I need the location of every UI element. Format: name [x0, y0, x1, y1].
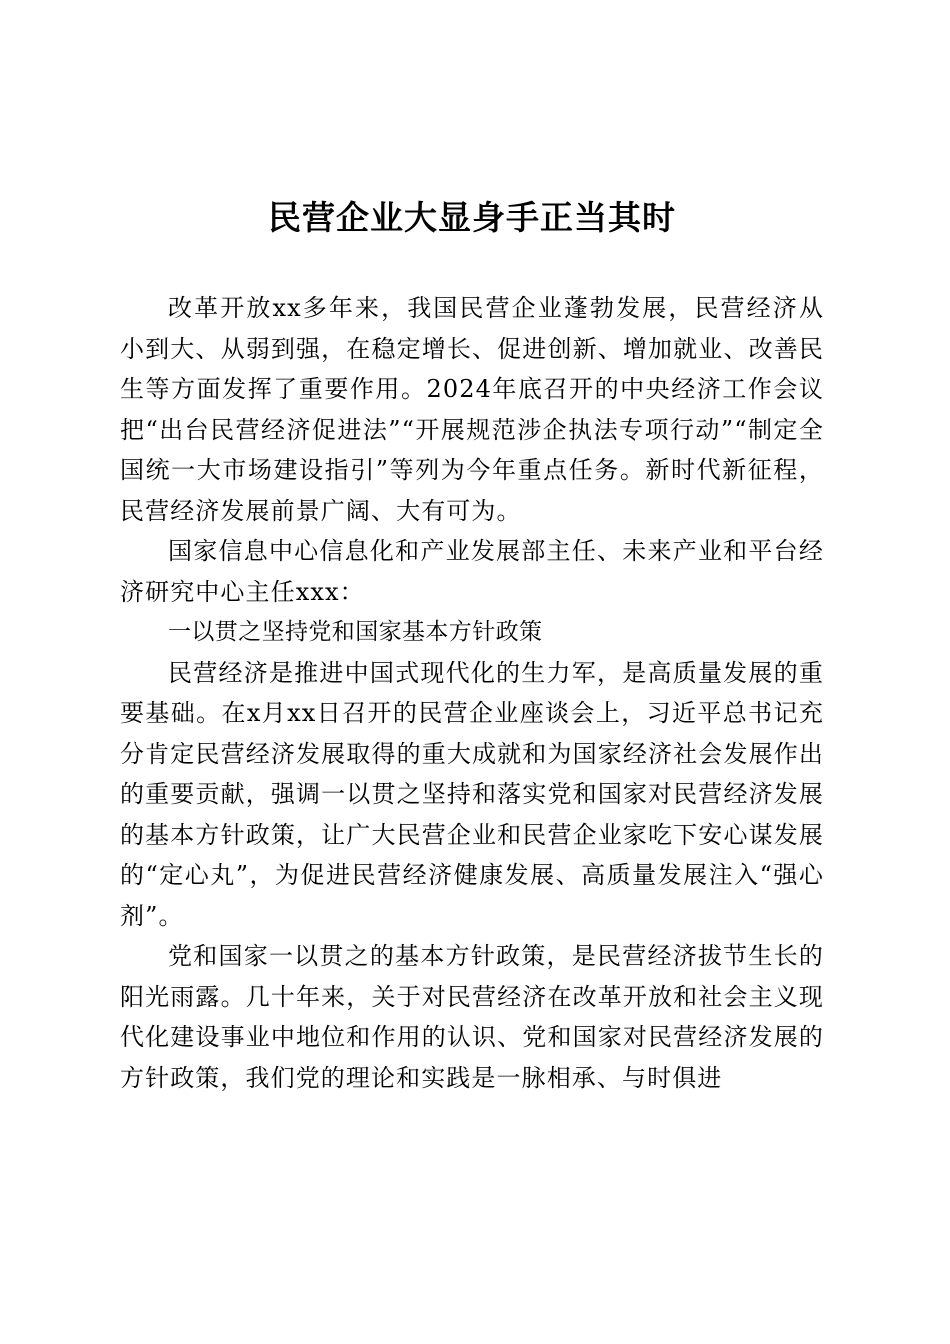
document-title: 民营企业大显身手正当其时: [268, 198, 676, 237]
section-paragraph-2: 党和国家一以贯之的基本方针政策，是民营经济拔节生长的阳光雨露。几十年来，关于对民营经济在改革开放和社会主义现代化建设事业中地位和作用的认识、党和国家对民营经济发展的方针政策，我们党的理论和实践是一脉相承、与时俱进: [120, 942, 824, 1092]
section-paragraph-1: 民营经济是推进中国式现代化的生力军，是高质量发展的重要基础。在x月xx日召开的民营企业座谈会上，习近平总书记充分肯定民营经济发展取得的重大成就和为国家经济社会发展作出的重要贡献，强调一以贯之坚持和落实党和国家对民营经济发展的基本方针政策，让广大民营企业和民营企业家吃下安心谋发展的“定心丸”，为促进民营经济健康发展、高质量发展注入“强心剂”。: [120, 658, 824, 930]
intro-paragraph-2: 国家信息中心信息化和产业发展部主任、未来产业和平台经济研究中心主任xxx：: [120, 537, 824, 606]
document-body: [120, 288, 824, 1098]
intro-paragraph-1: 改革开放xx多年来，我国民营企业蓬勃发展，民营经济从小到大、从弱到强，在稳定增长、促进创新、增加就业、改善民生等方面发挥了重要作用。2024年底召开的中央经济工作会议把“出台民营经济促进法”“开展规范涉企执法专项行动”“制定全国统一大市场建设指引”等列为今年重点任务。新时代新征程，民营经济发展前景广阔、大有可为。: [120, 294, 824, 525]
section-heading: 一以贯之坚持党和国家基本方针政策: [168, 619, 543, 645]
